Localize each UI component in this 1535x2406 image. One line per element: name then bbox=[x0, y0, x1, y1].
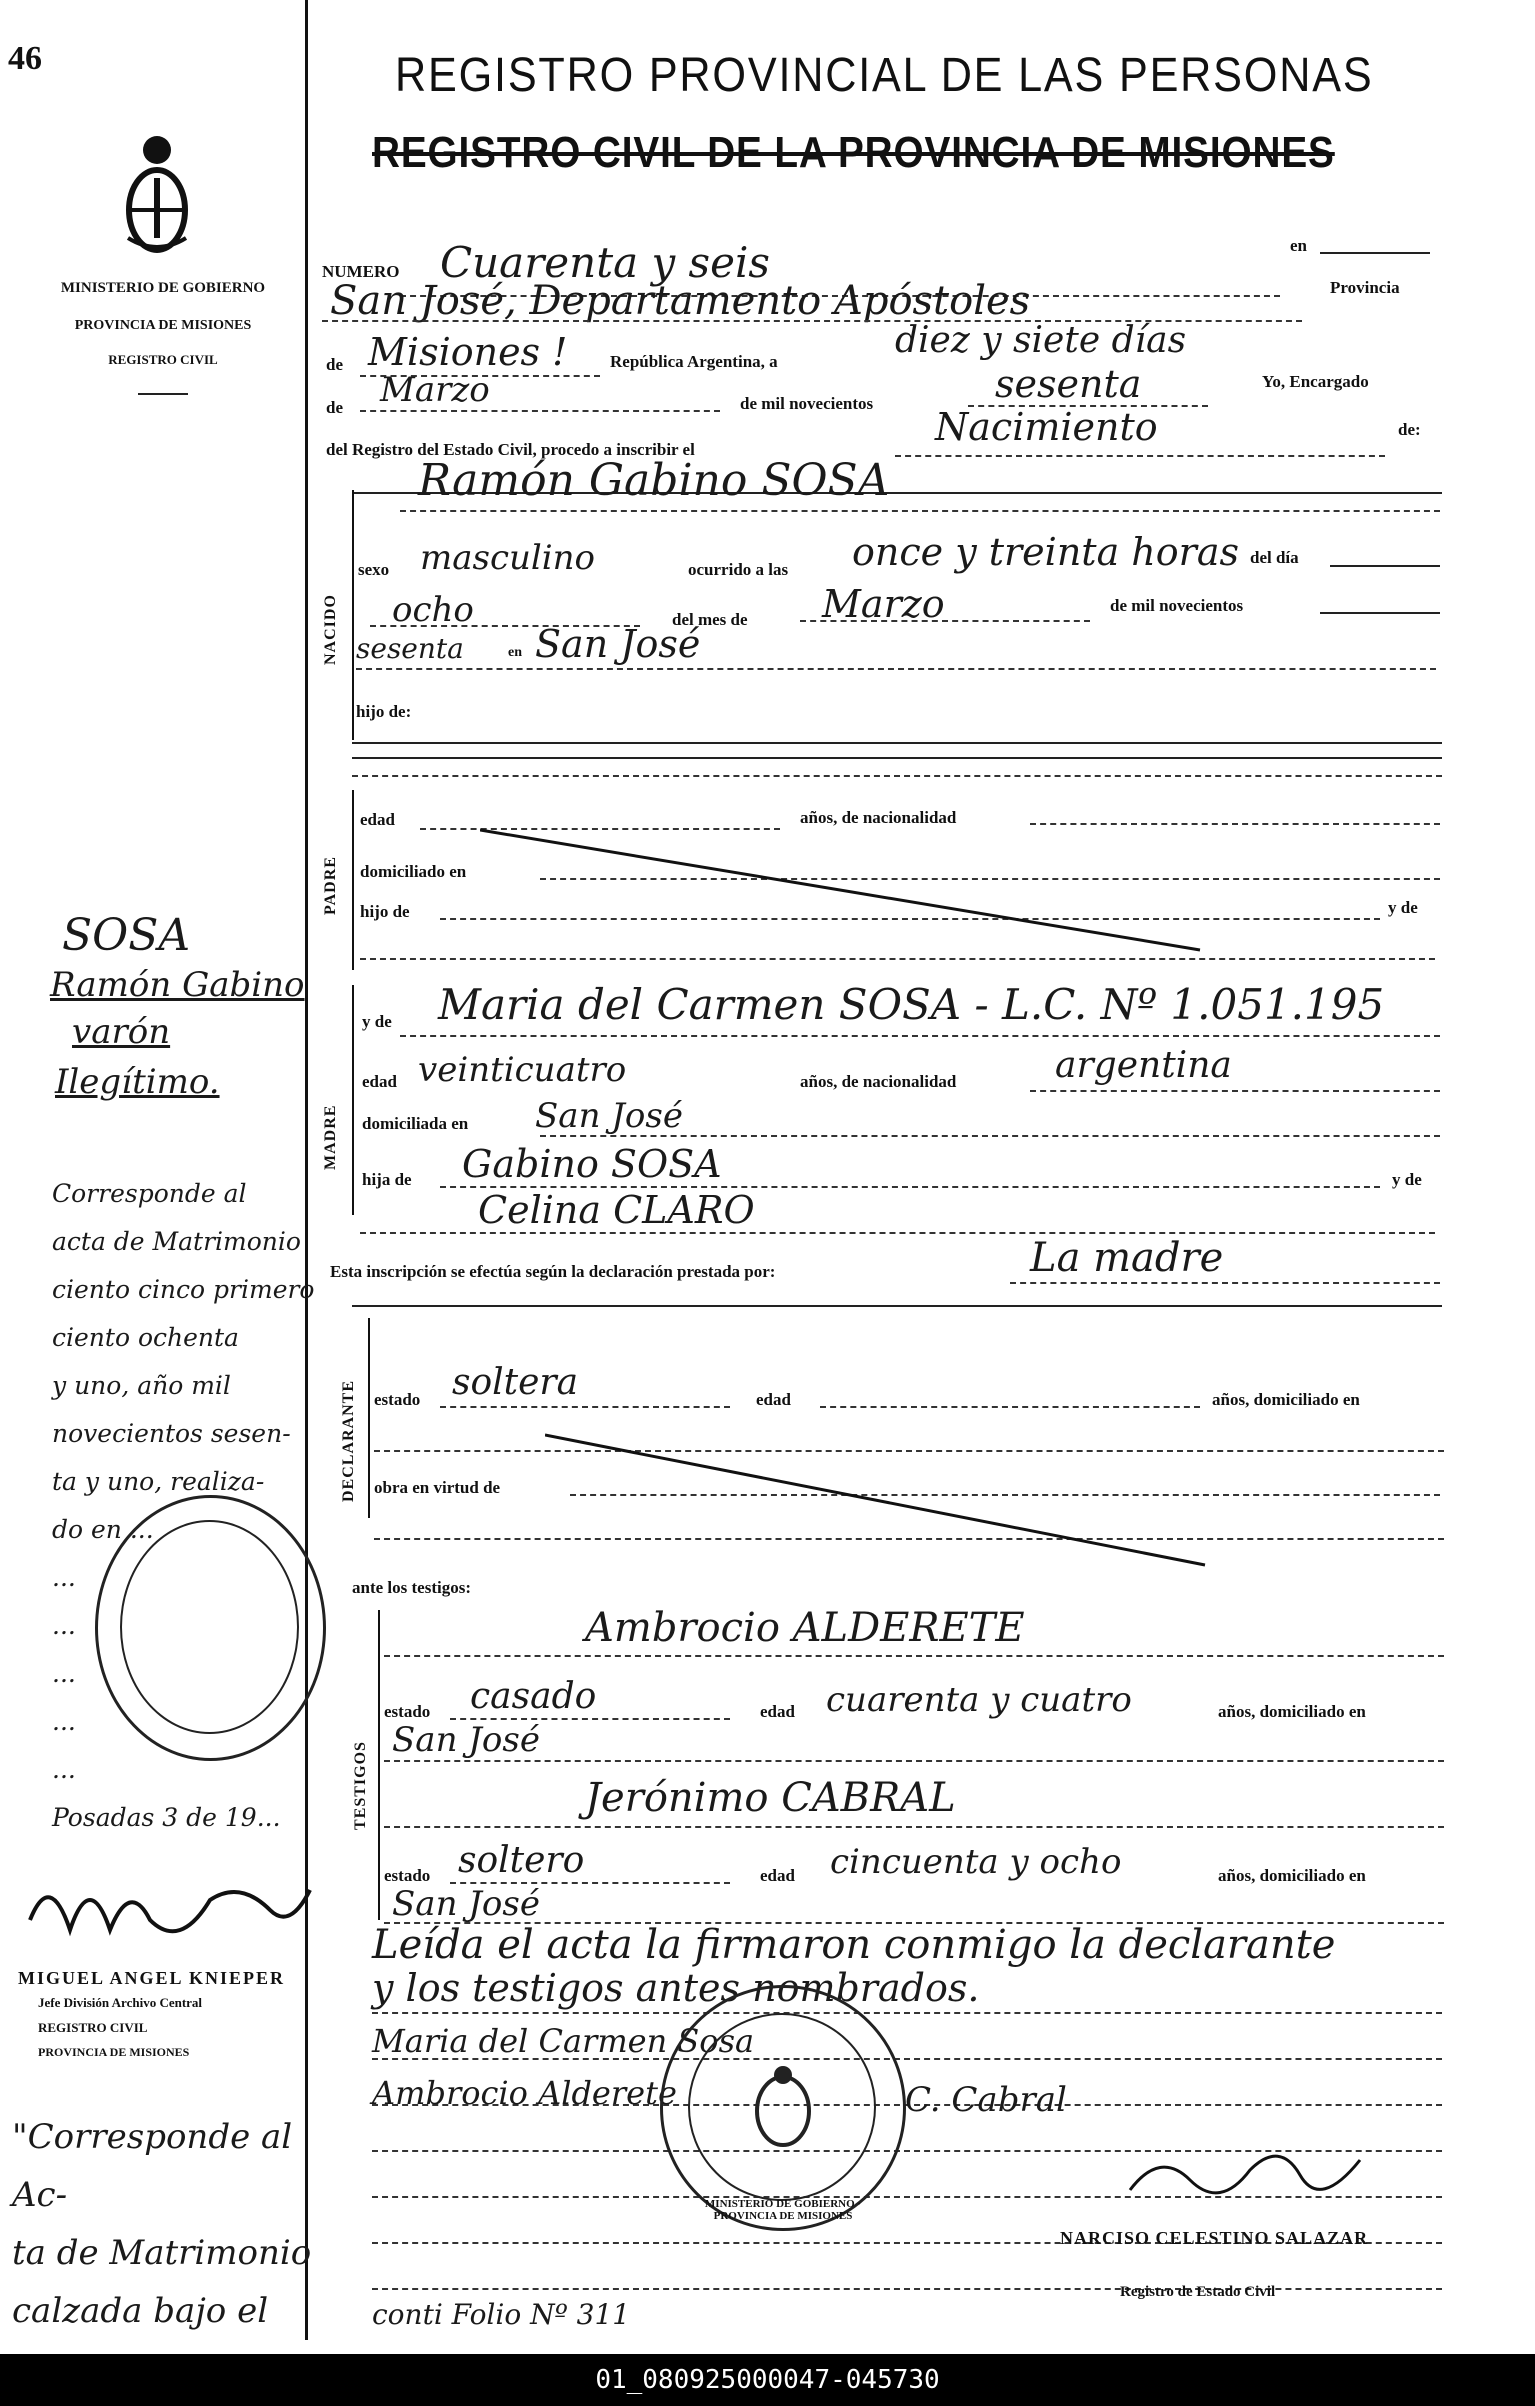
testigo1-edad-label: edad bbox=[760, 1702, 795, 1721]
madre-edad-label: edad bbox=[362, 1072, 397, 1091]
divider bbox=[138, 393, 188, 395]
en-nacido-label: en bbox=[508, 645, 522, 660]
margin-note-line: ciento cinco primero bbox=[52, 1275, 315, 1304]
page-number: 46 bbox=[8, 40, 42, 77]
madre-y-de2-label: y de bbox=[1392, 1170, 1422, 1189]
signature-3: C. Cabral bbox=[905, 2080, 1067, 2120]
anio-nacido-value: sesenta bbox=[356, 632, 464, 665]
signature-1: Maria del Carmen Sosa bbox=[372, 2022, 755, 2060]
padre-edad-label: edad bbox=[360, 810, 395, 829]
margin-stamp-line3: REGISTRO CIVIL bbox=[38, 2020, 148, 2035]
mes-nacido-value: Marzo bbox=[822, 582, 945, 626]
declarante-side-label: DECLARANTE bbox=[340, 1379, 357, 1502]
obra-label: obra en virtud de bbox=[374, 1478, 501, 1497]
margin-note-line: ... bbox=[52, 1611, 76, 1640]
ocurrido-label: ocurrido a las bbox=[688, 560, 789, 579]
testigo2-name: Jerónimo CABRAL bbox=[585, 1775, 956, 1821]
margin-note-line: ta y uno, realiza- bbox=[52, 1467, 265, 1496]
sexo-label: sexo bbox=[358, 560, 390, 579]
ministry-line1: MINISTERIO DE GOBIERNO bbox=[60, 280, 266, 296]
bottom-note: conti Folio Nº 311 bbox=[372, 2298, 631, 2331]
ministry-line2: PROVINCIA DE MISIONES bbox=[74, 318, 252, 333]
mes-value: Marzo bbox=[380, 370, 490, 410]
testigo1-anios-label: años, domiciliado en bbox=[1218, 1702, 1366, 1721]
margin-seal bbox=[95, 1495, 326, 1761]
margin-note2-line: ta de Matrimonio bbox=[12, 2233, 312, 2273]
margin-note2-line: calzada bajo el bbox=[12, 2291, 269, 2331]
anio-value: sesenta bbox=[995, 362, 1142, 406]
margin-note-line: do en ... bbox=[52, 1515, 154, 1544]
margin-note-line: novecientos sesen- bbox=[52, 1419, 291, 1448]
hora-value: once y treinta horas bbox=[852, 530, 1239, 574]
padre-anios-label: años, de nacionalidad bbox=[800, 808, 957, 827]
numero-value: Cuarenta y seis bbox=[440, 238, 770, 287]
madre-y-de-label: y de bbox=[362, 1012, 392, 1031]
testigo1-edad-value: cuarenta y cuatro bbox=[826, 1680, 1132, 1720]
madre-name: Maria del Carmen SOSA - L.C. Nº 1.051.195 bbox=[438, 980, 1385, 1029]
lugar-value: San José, Departamento Apóstoles bbox=[330, 278, 1031, 324]
tipo-value: Nacimiento bbox=[935, 405, 1158, 449]
closing-line1: Leída el acta la firmaron conmigo la declarante bbox=[372, 1922, 1336, 1968]
madre-domicilio-value: San José bbox=[535, 1096, 683, 1136]
testigo2-anios-label: años, domiciliado en bbox=[1218, 1866, 1366, 1885]
madre-hija-label: hija de bbox=[362, 1170, 412, 1189]
coat-of-arms-icon bbox=[118, 128, 196, 258]
declaracion-label: Esta inscripción se efectúa según la declaración prestada por: bbox=[330, 1262, 776, 1281]
nacido-side-label: NACIDO bbox=[322, 594, 339, 665]
margin-stamp-line2: Jefe División Archivo Central bbox=[38, 1995, 203, 2010]
madre-edad-value: veinticuatro bbox=[418, 1050, 627, 1090]
testigos-side-label: TESTIGOS bbox=[352, 1741, 369, 1830]
declarante-edad-label: edad bbox=[756, 1390, 791, 1409]
margin-note2-line: "Corresponde al Ac- bbox=[12, 2117, 293, 2215]
del-dia-label: del día bbox=[1250, 548, 1299, 567]
margin-note-line: Corresponde al bbox=[52, 1179, 247, 1208]
margin-status: Ilegítimo. bbox=[55, 1062, 220, 1102]
margin-note-line: Posadas 3 de 19... bbox=[52, 1803, 281, 1832]
margin-stamp-name: MIGUEL ANGEL KNIEPER bbox=[18, 1968, 286, 1988]
yo-label: Yo, Encargado bbox=[1262, 372, 1369, 391]
testigo2-estado-label: estado bbox=[384, 1866, 431, 1885]
testigo2-estado-value: soltero bbox=[458, 1840, 585, 1881]
padre-y-de-label: y de bbox=[1388, 898, 1418, 917]
margin-note-line: ... bbox=[52, 1659, 76, 1688]
mil-nacido-label: de mil novecientos bbox=[1110, 596, 1244, 615]
header-struck-title: REGISTRO CIVIL DE LA PROVINCIA DE MISIONES bbox=[372, 128, 1335, 177]
testigo1-estado-label: estado bbox=[384, 1702, 431, 1721]
margin-signature-icon bbox=[20, 1860, 320, 1970]
provincia-value: Misiones ! bbox=[368, 330, 568, 374]
madre-madre-value: Celina CLARO bbox=[478, 1188, 755, 1232]
declarante-cross-out-line bbox=[545, 1425, 1215, 1575]
hijo-label: hijo de: bbox=[356, 702, 412, 721]
official-name: NARCISO CELESTINO SALAZAR bbox=[1060, 2228, 1369, 2248]
padre-cross-out-line bbox=[480, 820, 1210, 960]
seal-text: MINISTERIO DE GOBIERNO · PROVINCIA DE MISIONES bbox=[704, 2198, 862, 2222]
declarante-estado-label: estado bbox=[374, 1390, 421, 1409]
margin-note-line: acta de Matrimonio bbox=[52, 1227, 301, 1256]
margin-note-line: y uno, año mil bbox=[52, 1371, 231, 1400]
official-seal bbox=[660, 1985, 906, 2231]
signature-2: Ambrocio Alderete bbox=[372, 2074, 677, 2112]
testigo1-name: Ambrocio ALDERETE bbox=[585, 1605, 1025, 1651]
madre-nacionalidad-value: argentina bbox=[1055, 1045, 1232, 1086]
provincia-label: Provincia bbox=[1330, 278, 1400, 297]
footer-id: 01_080925000047-045730 bbox=[0, 2354, 1535, 2406]
sexo-value: masculino bbox=[420, 538, 596, 578]
dia-value: diez y siete días bbox=[895, 320, 1187, 361]
madre-side-label: MADRE bbox=[322, 1104, 339, 1170]
margin-surname: SOSA bbox=[62, 910, 191, 961]
margin-note-line: ... bbox=[52, 1563, 76, 1592]
testigo1-domicilio-value: San José bbox=[392, 1720, 540, 1760]
margin-note-line: ... bbox=[52, 1755, 76, 1784]
closing-line2: y los testigos antes nombrados. bbox=[372, 1966, 980, 2010]
declaracion-value: La madre bbox=[1030, 1235, 1224, 1281]
del-mes-label: del mes de bbox=[672, 610, 748, 629]
declarante-anios-label: años, domiciliado en bbox=[1212, 1390, 1360, 1409]
madre-domicilio-label: domiciliada en bbox=[362, 1114, 469, 1133]
testigos-label: ante los testigos: bbox=[352, 1578, 471, 1597]
ministry-line3: REGISTRO CIVIL bbox=[108, 352, 218, 367]
en-label: en bbox=[1290, 236, 1307, 255]
dia-nacido-value: ocho bbox=[392, 590, 474, 630]
official-signature-icon bbox=[1120, 2130, 1380, 2210]
declarante-estado-value: soltera bbox=[452, 1362, 579, 1403]
nacido-name: Ramón Gabino SOSA bbox=[418, 455, 890, 506]
madre-padre-value: Gabino SOSA bbox=[462, 1142, 722, 1186]
madre-anios-label: años, de nacionalidad bbox=[800, 1072, 957, 1091]
republica-label: República Argentina, a bbox=[610, 352, 778, 371]
testigo2-edad-label: edad bbox=[760, 1866, 795, 1885]
registro-label: del Registro del Estado Civil, procedo a inscribir el bbox=[326, 440, 695, 459]
testigo2-edad-value: cincuenta y ocho bbox=[830, 1842, 1122, 1882]
testigo1-estado-value: casado bbox=[470, 1676, 597, 1717]
padre-side-label: PADRE bbox=[322, 856, 339, 915]
margin-stamp-line4: PROVINCIA DE MISIONES bbox=[38, 2045, 190, 2059]
header-title: REGISTRO PROVINCIAL DE LAS PERSONAS bbox=[395, 49, 1374, 102]
testigo2-domicilio-value: San José bbox=[392, 1884, 540, 1924]
mil-label: de mil novecientos bbox=[740, 394, 874, 413]
padre-hijo-label: hijo de bbox=[360, 902, 410, 921]
de2-label: de bbox=[326, 398, 343, 417]
lugar-nacido-value: San José bbox=[535, 622, 701, 666]
numero-label: NUMERO bbox=[322, 262, 400, 281]
de3-label: de: bbox=[1398, 420, 1421, 439]
margin-sex: varón bbox=[72, 1012, 171, 1052]
padre-domicilio-label: domiciliado en bbox=[360, 862, 467, 881]
official-title: Registro de Estado Civil bbox=[1120, 2284, 1276, 2300]
seal-emblem-icon bbox=[748, 2063, 818, 2153]
margin-note-line: ciento ochenta bbox=[52, 1323, 239, 1352]
margin-note-line: ... bbox=[52, 1707, 76, 1736]
margin-name: Ramón Gabino bbox=[50, 965, 305, 1005]
de-label: de bbox=[326, 355, 343, 374]
